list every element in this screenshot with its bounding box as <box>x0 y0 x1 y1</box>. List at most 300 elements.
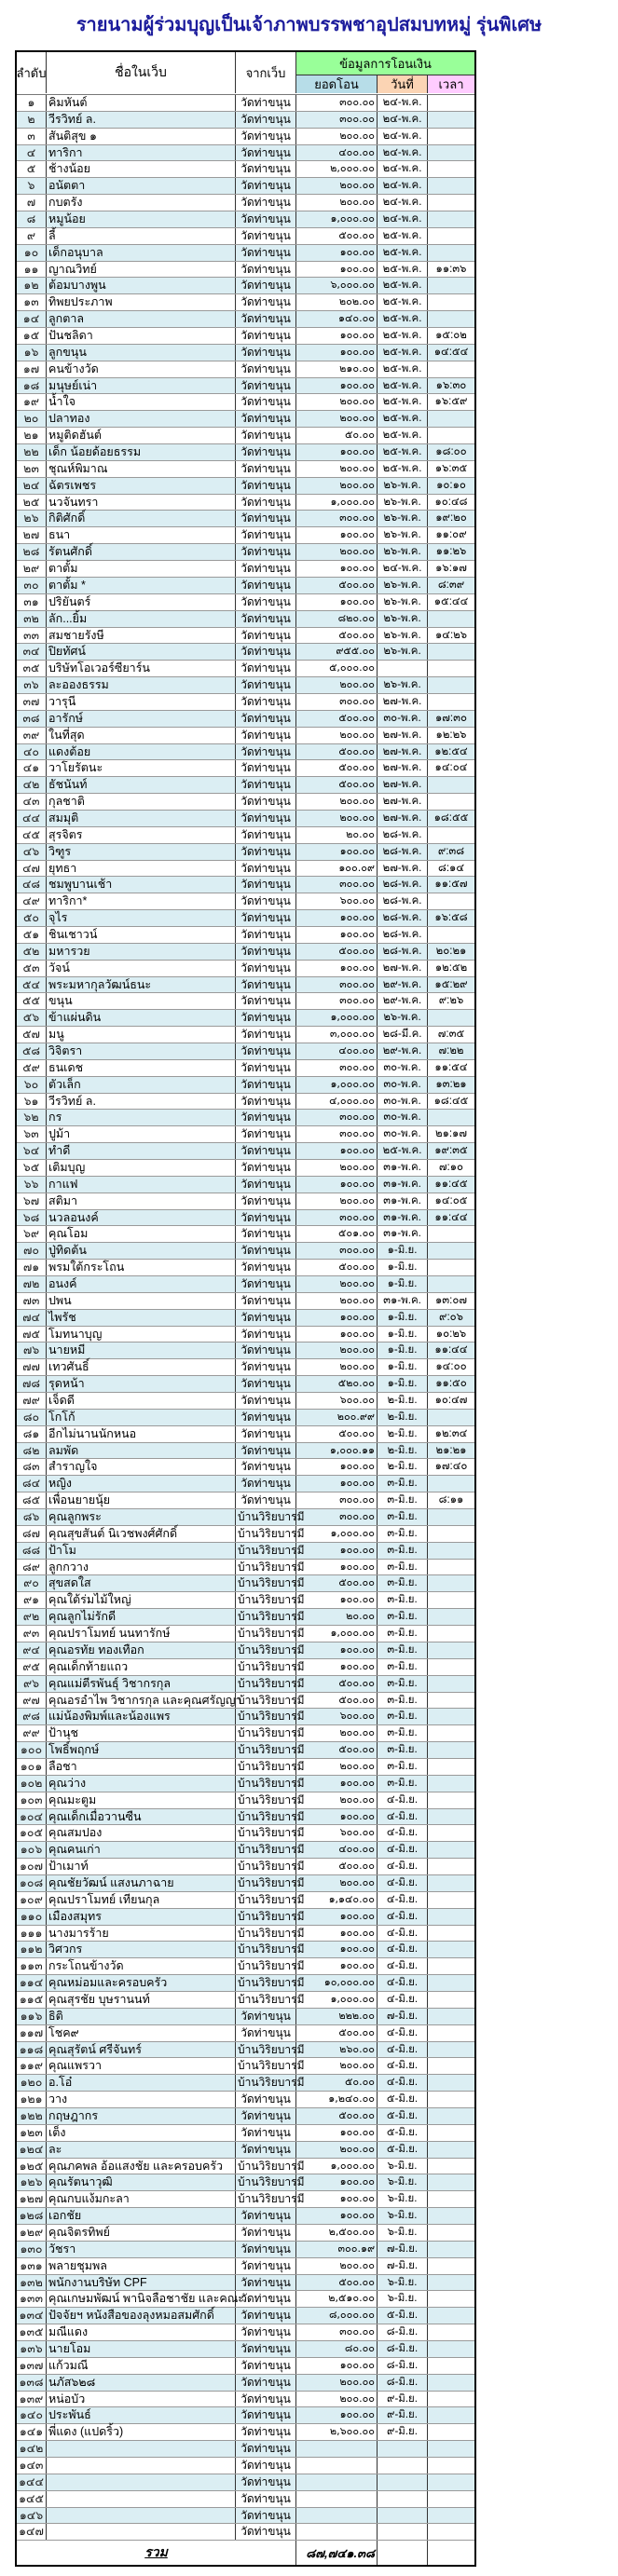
transfer-date: ๓๐-พ.ค. <box>378 1094 428 1110</box>
source-site: วัดท่าขนุน <box>236 1260 296 1275</box>
transfer-amount: ๕๐๐.๐๐ <box>296 1575 378 1591</box>
donor-name: วีรวิทย์ ล. <box>47 1094 236 1110</box>
transfer-date: ๑-มิ.ย. <box>378 1260 428 1275</box>
donor-name: มนุษย์เน่า <box>47 378 236 394</box>
table-row <box>17 2242 474 2258</box>
source-site: บ้านวิริยบารมี <box>238 1909 305 1923</box>
table-row <box>17 2125 474 2142</box>
transfer-amount: ๒,๕๐๐.๐๐ <box>296 2225 378 2241</box>
row-number: ๓๐ <box>17 578 47 593</box>
transfer-time <box>428 1260 474 1275</box>
donor-name: อีกไม่นานนักหนอ <box>47 1426 236 1442</box>
donor-name: คุณปราโมทย์ นนทารักษ์ <box>47 1626 236 1642</box>
source-site: วัดท่าขนุน <box>236 1226 296 1242</box>
transfer-amount: ๒๐๐.๐๐ <box>296 1725 378 1741</box>
source-site: บ้านวิริยบารมี <box>238 1942 305 1956</box>
transfer-time: ๑๘:๕๕ <box>433 811 469 824</box>
transfer-amount: ๑๐๐.๐๐ <box>296 1177 378 1193</box>
transfer-date: ๒๔-พ.ค. <box>378 112 428 128</box>
table-row <box>17 1343 474 1359</box>
row-number: ๑๔๑ <box>17 2424 47 2440</box>
donor-name: คุณใต้ร่มไม้ใหญ่ <box>47 1592 236 1608</box>
transfer-time <box>428 1859 474 1874</box>
donor-name: ในที่สุด <box>47 728 236 743</box>
source-site: วัดท่าขนุน <box>236 245 296 261</box>
transfer-date: ๓๐-พ.ค. <box>378 1077 428 1093</box>
total-date-cell <box>378 2541 428 2565</box>
table-row <box>17 1226 474 1243</box>
row-number: ๓๔ <box>17 644 47 660</box>
row-number: ๑๓๐ <box>17 2242 47 2257</box>
transfer-date: ๓-มิ.ย. <box>378 1626 428 1642</box>
transfer-time <box>428 245 474 261</box>
transfer-date: ๓๑-พ.ค. <box>378 1177 428 1193</box>
row-number: ๙๒ <box>17 1609 47 1625</box>
row-number: ๕๗ <box>17 1027 47 1043</box>
transfer-amount: ๓๐๐.๐๐ <box>296 112 378 128</box>
donor-name: โชค๙ <box>47 2025 236 2041</box>
source-site: บ้านวิริยบารมี <box>238 1776 305 1790</box>
table-row <box>17 1575 474 1592</box>
table-row <box>17 461 474 478</box>
row-number: ๒๗ <box>17 527 47 543</box>
table-row <box>17 1859 474 1875</box>
transfer-time: ๑๗:๓๐ <box>434 712 468 724</box>
source-site: วัดท่าขนุน <box>236 827 296 843</box>
table-row <box>17 1327 474 1343</box>
table-row <box>17 1909 474 1926</box>
transfer-amount: ๘๐.๐๐ <box>296 2341 378 2357</box>
row-number: ๑๓๗ <box>17 2358 47 2374</box>
transfer-date: ๒๘-พ.ค. <box>378 827 428 843</box>
transfer-time <box>428 1958 474 1974</box>
donor-name: แดงต้อย <box>47 744 236 760</box>
donor-name: เอกชัย <box>47 2208 236 2224</box>
transfer-date <box>378 2508 428 2524</box>
donor-name: รัตนศักดิ์ <box>47 544 236 560</box>
transfer-amount: ๒๐.๐๐ <box>296 827 378 843</box>
transfer-date: ๓-มิ.ย. <box>378 1742 428 1758</box>
source-site: วัดท่าขนุน <box>236 2508 296 2524</box>
header-name: ชื่อในเว็บ <box>47 52 236 93</box>
source-site: วัดท่าขนุน <box>236 2424 296 2440</box>
transfer-time <box>428 2092 474 2107</box>
row-number: ๘๙ <box>17 1560 47 1575</box>
table-row <box>17 2108 474 2125</box>
transfer-amount: ๒๐๐.๐๐ <box>296 2258 378 2274</box>
transfer-amount: ๕๐.๐๐ <box>296 2075 378 2091</box>
donor-name: อนงค์ <box>47 1276 236 1292</box>
table-row <box>17 1875 474 1892</box>
table-row <box>17 1459 474 1476</box>
donor-name: คุณแม่ตีรพันธุ์ วิชากรกุล <box>47 1676 236 1692</box>
row-number: ๕๒ <box>17 944 47 960</box>
transfer-amount: ๕๐๐.๐๐ <box>296 760 378 776</box>
row-number: ๙๑ <box>17 1592 47 1608</box>
transfer-time <box>428 2291 474 2307</box>
transfer-date: ๔-มิ.ย. <box>378 1992 428 2008</box>
table-row <box>17 811 474 827</box>
row-number: ๖๙ <box>17 1226 47 1242</box>
row-number: ๗๒ <box>17 1276 47 1292</box>
donor-name: ชินเชาวน์ <box>47 927 236 943</box>
row-number: ๑๔๒ <box>17 2441 47 2457</box>
donor-name: ช้างน้อย <box>47 161 236 177</box>
transfer-time <box>428 677 474 693</box>
donor-name: สันติสุข ๑ <box>47 129 236 144</box>
transfer-time: ๑๕:๐๒ <box>435 330 467 342</box>
transfer-date: ๑-มิ.ย. <box>378 1243 428 1259</box>
source-site: วัดท่าขนุน <box>236 1443 296 1459</box>
source-site: วัดท่าขนุน <box>236 728 296 743</box>
transfer-amount: ๑๐๐.๐๐ <box>296 1809 378 1825</box>
transfer-amount: ๒๐๐.๐๐ <box>296 2142 378 2158</box>
transfer-amount: ๕๐๐.๐๐ <box>296 1426 378 1442</box>
row-number: ๖๖ <box>17 1177 47 1193</box>
source-site: วัดท่าขนุน <box>236 161 296 177</box>
transfer-date: ๓-มิ.ย. <box>378 1693 428 1709</box>
transfer-amount: ๒๐๐.๐๐ <box>296 677 378 693</box>
transfer-time <box>428 1942 474 1957</box>
transfer-amount: ๕,๐๐๐.๐๐ <box>296 661 378 676</box>
transfer-date: ๓-มิ.ย. <box>378 1759 428 1775</box>
transfer-amount: ๒๐๐.๐๐ <box>296 1160 378 1176</box>
transfer-date: ๔-มิ.ย. <box>378 1926 428 1942</box>
transfer-date: ๕-มิ.ย. <box>378 2108 428 2124</box>
transfer-amount: ๕๐๐.๐๐ <box>296 628 378 644</box>
total-row <box>17 2541 474 2565</box>
table-row <box>17 2075 474 2092</box>
row-number: ๑๐๕ <box>17 1825 47 1841</box>
row-number: ๑๓๒ <box>17 2275 47 2291</box>
transfer-date: ๒๕-พ.ค. <box>378 311 428 327</box>
donor-name: กุลชาติ <box>47 794 236 810</box>
row-number: ๒๕ <box>17 495 47 511</box>
donor-name: คุณโอม <box>47 1226 236 1242</box>
transfer-amount: ๒๐๐.๐๐ <box>296 394 378 410</box>
table-row <box>17 2341 474 2358</box>
transfer-time: ๑๑:๓๖ <box>435 263 467 275</box>
transfer-time: ๑๗:๔๐ <box>434 1461 468 1473</box>
row-number: ๓๘ <box>17 711 47 727</box>
source-site: บ้านวิริยบารมี <box>238 1526 305 1540</box>
transfer-date: ๒๗-พ.ค. <box>378 811 428 826</box>
transfer-amount: ๑,๐๐๐.๐๐ <box>296 1992 378 2008</box>
table-row <box>17 1958 474 1975</box>
table-row <box>17 478 474 495</box>
row-number: ๑๔๔ <box>17 2474 47 2490</box>
transfer-date: ๒๕-พ.ค. <box>378 328 428 344</box>
row-number: ๒๘ <box>17 544 47 560</box>
transfer-date: ๑-มิ.ย. <box>378 1310 428 1326</box>
row-number: ๑ <box>17 95 47 111</box>
source-site: วัดท่าขนุน <box>236 677 296 693</box>
page-title: รายนามผู้ร่วมบุญเป็นเจ้าภาพบรรพชาอุปสมบทหมู่ รุ่นพิเศษ <box>76 15 542 35</box>
table-row <box>17 893 474 910</box>
source-site: บ้านวิริยบารมี <box>238 1576 305 1590</box>
row-number: ๑๒๔ <box>17 2142 47 2158</box>
transfer-time: ๒๑:๒๑ <box>435 1444 467 1456</box>
row-number: ๑๓๕ <box>17 2324 47 2340</box>
transfer-time: ๑๑:๔๔ <box>434 1211 468 1223</box>
source-site: บ้านวิริยบารมี <box>238 1926 305 1940</box>
row-number: ๘ <box>17 211 47 227</box>
table-row <box>17 161 474 178</box>
transfer-amount: ๑๐๐.๐๐ <box>296 1659 378 1675</box>
source-site: วัดท่าขนุน <box>236 1126 296 1142</box>
transfer-time <box>428 1243 474 1259</box>
row-number: ๕๑ <box>17 927 47 943</box>
table-row <box>17 2474 474 2491</box>
transfer-amount: ๓๐๐.๐๐ <box>296 1243 378 1259</box>
donor-name: นวลอนงค์ <box>47 1210 236 1226</box>
transfer-date: ๓-มิ.ย. <box>378 1776 428 1792</box>
source-site: วัดท่าขนุน <box>236 861 296 877</box>
transfer-date: ๒๙-พ.ค. <box>378 1043 428 1059</box>
transfer-date: ๒๘-พ.ค. <box>378 844 428 860</box>
table-row <box>17 2458 474 2474</box>
transfer-date: ๒๗-พ.ค. <box>378 744 428 760</box>
source-site: วัดท่าขนุน <box>236 1426 296 1442</box>
donor-name: หญิง <box>47 1476 236 1492</box>
transfer-date: ๒๖-พ.ค. <box>378 1010 428 1026</box>
transfer-amount: ๔๐๐.๐๐ <box>296 145 378 161</box>
transfer-time <box>428 1410 474 1425</box>
transfer-time <box>428 1659 474 1675</box>
transfer-amount: ๔๐๐.๐๐ <box>296 1842 378 1858</box>
donor-name: คุณหม่อมและครอบครัว <box>47 1975 236 1991</box>
transfer-amount: ๑๐๐.๐๐ <box>296 2125 378 2141</box>
row-number: ๑๓๑ <box>17 2258 47 2274</box>
transfer-date: ๓-มิ.ย. <box>378 1659 428 1675</box>
row-number: ๔๗ <box>17 861 47 877</box>
table-row <box>17 2491 474 2508</box>
transfer-date: ๓๑-พ.ค. <box>378 1193 428 1209</box>
source-site: วัดท่าขนุน <box>236 2407 296 2423</box>
transfer-date: ๒๕-พ.ค. <box>378 245 428 261</box>
transfer-amount: ๑,๑๔๐.๐๐ <box>296 1892 378 1908</box>
transfer-date: ๒๖-พ.ค. <box>378 611 428 627</box>
row-number: ๖๘ <box>17 1210 47 1226</box>
transfer-time: ๑๒:๓๔ <box>434 1427 468 1439</box>
donor-name: คุณภคพล อ้อแสงชัย และครอบครัว <box>47 2159 236 2174</box>
transfer-date: ๒-มิ.ย. <box>378 1426 428 1442</box>
transfer-time: ๗:๑๐ <box>438 1162 464 1173</box>
source-site: วัดท่าขนุน <box>236 2524 296 2540</box>
row-number: ๘๓ <box>17 1459 47 1475</box>
transfer-date: ๖-มิ.ย. <box>378 2291 428 2307</box>
transfer-date: ๒๔-พ.ค. <box>378 95 428 111</box>
source-site: บ้านวิริยบารมี <box>238 2042 305 2056</box>
row-number: ๑๑๐ <box>17 1909 47 1925</box>
source-site: บ้านวิริยบารมี <box>238 1726 305 1740</box>
source-site: บ้านวิริยบารมี <box>238 1843 305 1857</box>
donor-name <box>47 2491 236 2507</box>
transfer-time <box>428 2358 474 2374</box>
source-site: บ้านวิริยบารมี <box>238 1642 305 1656</box>
row-number: ๙๐ <box>17 1575 47 1591</box>
transfer-amount: ๕๐๐.๐๐ <box>296 2025 378 2041</box>
source-site: บ้านวิริยบารมี <box>238 1992 305 2006</box>
source-site: วัดท่าขนุน <box>236 2125 296 2141</box>
donor-name: ลี้ <box>47 228 236 244</box>
transfer-amount: ๒๐๐.๐๐ <box>296 461 378 477</box>
header-no: ลำดับ <box>17 52 47 93</box>
transfer-amount: ๑๐๐.๐๙ <box>296 861 378 877</box>
source-site: วัดท่าขนุน <box>236 95 296 111</box>
transfer-time: ๘:๓๙ <box>437 579 465 591</box>
transfer-time: ๑๖:๓๕ <box>434 462 468 474</box>
source-site: วัดท่าขนุน <box>236 527 296 543</box>
transfer-date: ๖-มิ.ย. <box>378 2275 428 2291</box>
transfer-amount: ๑๐๐.๐๐ <box>296 1543 378 1559</box>
transfer-date: ๙-มิ.ย. <box>378 2424 428 2440</box>
transfer-time <box>428 1759 474 1775</box>
donor-name: คุณจิตรทิพย์ <box>47 2225 236 2241</box>
transfer-amount: ๑๐๐.๐๐ <box>296 561 378 577</box>
table-row <box>17 2058 474 2075</box>
table-row <box>17 1276 474 1293</box>
transfer-date: ๖-มิ.ย. <box>378 2174 428 2190</box>
donor-name: คุณรัตนาวุฒิ <box>47 2174 236 2190</box>
table-row <box>17 2308 474 2324</box>
table-row <box>17 611 474 628</box>
table-row <box>17 1992 474 2009</box>
source-site: วัดท่าขนุน <box>236 1276 296 1292</box>
source-site: วัดท่าขนุน <box>236 2308 296 2324</box>
transfer-date: ๓๑-พ.ค. <box>378 1226 428 1242</box>
source-site: บ้านวิริยบารมี <box>238 1860 305 1874</box>
table-row <box>17 2258 474 2275</box>
transfer-time: ๑๓:๐๗ <box>434 1294 468 1306</box>
table-row <box>17 1393 474 1410</box>
transfer-time <box>428 2242 474 2257</box>
transfer-date: ๓๑-พ.ค. <box>378 1160 428 1176</box>
table-row <box>17 578 474 594</box>
table-row <box>17 1060 474 1077</box>
transfer-time: ๑๔:๐๐ <box>435 1361 467 1373</box>
source-site: วัดท่าขนุน <box>236 544 296 560</box>
donor-name: นภัส๖๒๘ <box>47 2375 236 2391</box>
transfer-date: ๒๖-พ.ค. <box>378 495 428 511</box>
transfer-time <box>428 1776 474 1792</box>
row-number: ๑๑๙ <box>17 2058 47 2074</box>
transfer-date: ๒๗-พ.ค. <box>378 961 428 976</box>
transfer-date: ๓-มิ.ย. <box>378 1476 428 1492</box>
transfer-amount: ๕๐๐.๐๐ <box>296 2108 378 2124</box>
source-site: บ้านวิริยบารมี <box>238 1659 305 1673</box>
transfer-time <box>428 1975 474 1991</box>
transfer-date: ๒-มิ.ย. <box>378 1393 428 1409</box>
table-row <box>17 977 474 994</box>
transfer-time <box>428 794 474 810</box>
transfer-time <box>428 2125 474 2141</box>
donor-name: กิติศักดิ์ <box>47 511 236 526</box>
transfer-time <box>428 1842 474 1858</box>
transfer-date: ๙-มิ.ย. <box>378 2407 428 2423</box>
transfer-amount: ๑๐๐.๐๐ <box>296 844 378 860</box>
transfer-amount: ๑๐๐.๐๐ <box>296 910 378 926</box>
table-row <box>17 2009 474 2025</box>
source-site: วัดท่าขนุน <box>236 2358 296 2374</box>
transfer-amount: ๓๐๐.๐๐ <box>296 993 378 1009</box>
table-row <box>17 328 474 345</box>
row-number: ๘๖ <box>17 1509 47 1525</box>
transfer-time: ๙:๐๖ <box>439 1311 463 1323</box>
source-site: วัดท่าขนุน <box>236 228 296 244</box>
transfer-amount: ๑๐๐.๐๐ <box>296 1592 378 1608</box>
transfer-time <box>428 1742 474 1758</box>
donor-name: พรมใต้กระโถน <box>47 1260 236 1275</box>
table-row <box>17 345 474 361</box>
table-row <box>17 2407 474 2424</box>
transfer-amount: ๖๐๐.๐๐ <box>296 1709 378 1724</box>
table-body <box>17 95 474 2541</box>
row-number: ๘๑ <box>17 1426 47 1442</box>
transfer-date: ๒๘-มี.ค. <box>378 1027 428 1043</box>
row-number: ๑๒๓ <box>17 2125 47 2141</box>
transfer-date: ๒๕-พ.ค. <box>378 461 428 477</box>
row-number: ๒๓ <box>17 461 47 477</box>
donor-name: ฉัตรเพชร <box>47 478 236 494</box>
source-site: วัดท่าขนุน <box>236 694 296 710</box>
source-site: วัดท่าขนุน <box>236 211 296 227</box>
row-number: ๗๘ <box>17 1376 47 1392</box>
transfer-date: ๓-มิ.ย. <box>378 1709 428 1724</box>
row-number: ๘๔ <box>17 1476 47 1492</box>
transfer-date: ๙-มิ.ย. <box>378 2392 428 2407</box>
source-site: วัดท่าขนุน <box>236 794 296 810</box>
row-number: ๑๔๖ <box>17 2508 47 2524</box>
row-number: ๕๘ <box>17 1043 47 1059</box>
transfer-amount: ๑๐๐.๐๐ <box>296 2407 378 2423</box>
row-number: ๔๓ <box>17 794 47 810</box>
transfer-time: ๒๑:๑๗ <box>434 1128 468 1140</box>
transfer-time: ๑๒:๕๔ <box>434 745 468 757</box>
transfer-date: ๒๕-พ.ค. <box>378 345 428 361</box>
source-site: วัดท่าขนุน <box>236 495 296 511</box>
donor-name: คุณชัยวัฒน์ แสงนภาฉาย <box>47 1875 236 1891</box>
source-site: วัดท่าขนุน <box>236 1310 296 1326</box>
row-number: ๓๓ <box>17 628 47 644</box>
source-site: บ้านวิริยบารมี <box>238 1959 305 1973</box>
table-row <box>17 2025 474 2042</box>
transfer-amount: ๕๐๐.๐๐ <box>296 1742 378 1758</box>
transfer-time: ๑๑:๕๗ <box>434 879 468 891</box>
transfer-date: ๒๘-พ.ค. <box>378 910 428 926</box>
donor-name: โกโก้ <box>47 1410 236 1425</box>
donor-name: ละ <box>47 2142 236 2158</box>
donor-name <box>47 2441 236 2457</box>
row-number: ๘๐ <box>17 1410 47 1425</box>
row-number: ๗๑ <box>17 1260 47 1275</box>
source-site: วัดท่าขนุน <box>236 112 296 128</box>
transfer-amount: ๑๐๐.๐๐ <box>296 2208 378 2224</box>
transfer-amount: ๒๐๐.๐๐ <box>296 544 378 560</box>
transfer-time <box>428 1575 474 1591</box>
table-row <box>17 129 474 145</box>
source-site: วัดท่าขนุน <box>236 1243 296 1259</box>
table-row <box>17 1359 474 1376</box>
donor-table <box>15 50 476 2567</box>
table-row <box>17 278 474 294</box>
table-row <box>17 760 474 777</box>
donor-name: กบตรัง <box>47 195 236 211</box>
donor-name: เต็ง <box>47 2125 236 2141</box>
row-number: ๑๓๔ <box>17 2308 47 2324</box>
donor-name: คุณอรอำไพ วิชากรกุล และคุณศรัญญา <box>48 1693 242 1707</box>
donor-name: บริษัทโอเวอร์ซียาร์น <box>47 661 236 676</box>
